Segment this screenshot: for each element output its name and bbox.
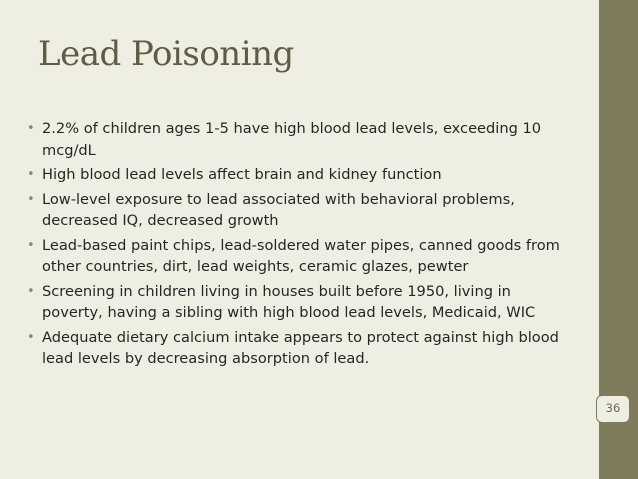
bullet-item xyxy=(26,327,566,370)
bullet-item xyxy=(26,189,566,232)
bullet-text: Lead-based paint chips, lead-soldered water pipes, canned goods from other countries, dirt, lead weights, ceramic glazes, pewter xyxy=(42,236,560,275)
bullet-item xyxy=(26,118,566,161)
bullet-icon: • xyxy=(27,121,35,136)
bullet-icon: • xyxy=(27,329,35,345)
page-number-badge: 36 xyxy=(596,395,630,423)
bullet-icon: • xyxy=(27,167,35,182)
bullet-icon: • xyxy=(27,283,35,299)
bullet-icon: • xyxy=(27,237,35,253)
bullet-text: High blood lead levels affect brain and kidney function xyxy=(42,166,442,183)
bullet-item xyxy=(26,164,566,186)
bullet-text: Low-level exposure to lead associated with behavioral problems, decreased IQ, decreased growth xyxy=(42,190,515,229)
slide-title: Lead Poisoning xyxy=(38,34,294,74)
bullet-list xyxy=(26,118,566,373)
bullet-text: Adequate dietary calcium intake appears to protect against high blood lead levels by decreasing absorption of lead. xyxy=(42,328,559,367)
bullet-item xyxy=(26,235,566,278)
bullet-text: 2.2% of children ages 1-5 have high blood lead levels, exceeding 10 mcg/dL xyxy=(42,120,542,159)
bullet-text: Screening in children living in houses built before 1950, living in poverty, having a sibling with high blood lead levels, Medicaid, WIC xyxy=(42,282,536,321)
bullet-item xyxy=(26,281,566,324)
bullet-icon: • xyxy=(27,191,35,207)
